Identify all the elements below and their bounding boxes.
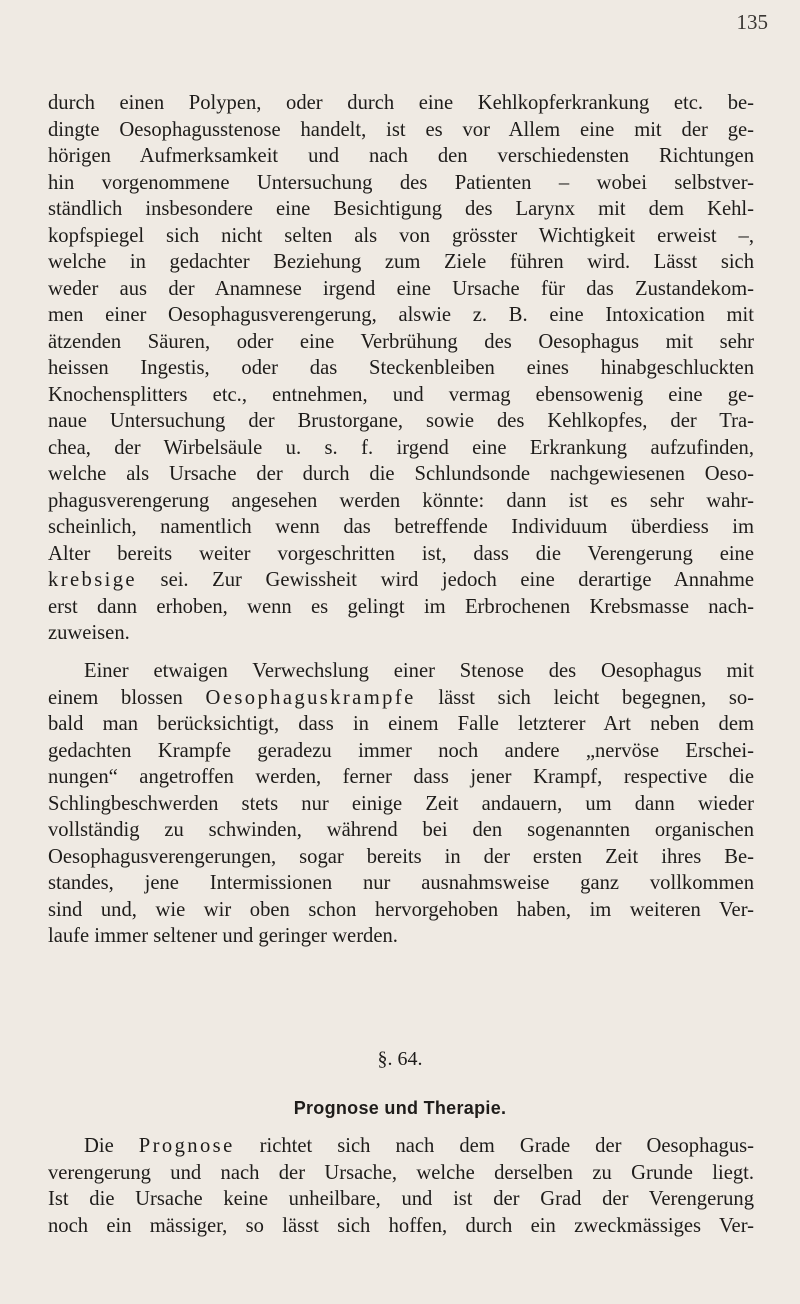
text-fragment: richtet sich nach dem Grade der Oesophagus- [234,1135,754,1157]
text-line: vollständig zu schwinden, während bei den sogenannten organischen [48,819,754,841]
paragraph-prognosis [48,1133,754,1239]
paragraph-differential [48,658,754,950]
text-line: naue Untersuchung der Brustorgane, sowie des Kehlkopfes, der Tra- [48,410,754,432]
text-fragment: sei. Zur Gewissheit wird jedoch eine derartige Annahme [136,569,754,591]
text-line: dingte Oesophagusstenose handelt, ist es vor Allem eine mit der ge- [48,118,754,141]
paragraph-diagnosis [48,90,754,647]
text-line: laufe immer seltener und geringer werden. [48,925,398,947]
section-title: Prognose und Therapie. [293,1098,507,1118]
text-line: Ist die Ursache keine unheilbare, und ist der Grad der Verengerung [48,1188,754,1210]
text-line: nungen“ angetroffen werden, ferner dass jener Krampf, respective die [48,766,754,788]
text-line: gedachten Krampfe geradezu immer noch andere „nervöse Erschei- [48,739,754,762]
text-line: noch ein mässiger, so lässt sich hoffen, durch ein zweckmässiges Ver- [48,1214,754,1237]
text-line: bald man berücksichtigt, dass in einem Falle letzterer Art neben dem [48,713,754,735]
text-line: kopfspiegel sich nicht selten als von grösster Wichtigkeit erweist –, [48,224,754,247]
text-fragment: Die [84,1135,139,1157]
text-line: zuweisen. [48,622,130,644]
text-line: scheinlich, namentlich wenn das betreffende Individuum überdiess im [48,516,754,538]
text-line: verengerung und nach der Ursache, welche derselben zu Grunde liegt. [48,1161,754,1184]
text-fragment: lässt sich leicht begegnen, so- [415,686,754,709]
text-line: Knochensplitters etc., entnehmen, und vermag ebensowenig eine ge- [48,383,754,406]
emphasized-word: Oesophaguskrampfe [205,686,416,709]
text-line: erst dann erhoben, wenn es gelingt im Erbrochenen Krebsmasse nach- [48,595,754,618]
text-line: heissen Ingestis, oder das Steckenbleiben eines hinabgeschluckten [48,357,754,379]
section-number: §. 64. [377,1048,423,1070]
emphasized-word: Prognose [138,1135,235,1157]
text-line: sind und, wie wir oben schon hervorgehoben haben, im weiteren Ver- [48,898,754,921]
text-line: hörigen Aufmerksamkeit und nach den verschiedensten Richtungen [48,145,754,167]
text-line: standes, jene Intermissionen nur ausnahmsweise ganz vollkommen [48,872,754,894]
emphasized-word: krebsige [48,569,137,591]
text-line: welche in gedachter Beziehung zum Ziele führen wird. Lässt sich [48,251,754,273]
text-line [48,1133,754,1160]
text-line [48,567,754,594]
text-line: hin vorgenommene Untersuchung des Patienten – wobei selbstver- [48,171,754,194]
text-line: men einer Oesophagusverengerung, alswie z. B. eine Intoxication mit [48,304,754,326]
text-line: durch einen Polypen, oder durch eine Kehlkopferkrankung etc. be- [48,92,754,114]
text-line: welche als Ursache der durch die Schlundsonde nachgewiesenen Oeso- [48,463,754,485]
text-line: chea, der Wirbelsäule u. s. f. irgend eine Erkrankung aufzufinden, [48,436,754,459]
page-number: 135 [736,10,768,34]
text-line: Schlingbeschwerden stets nur einige Zeit andauern, um dann wieder [48,792,754,815]
text-line: Oesophagusverengerungen, sogar bereits in der ersten Zeit ihres Be- [48,845,754,868]
text-line: ständlich insbesondere eine Besichtigung des Larynx mit dem Kehl- [48,198,754,220]
text-line: Alter bereits weiter vorgeschritten ist, dass die Verengerung eine [48,542,754,565]
text-fragment: einem blossen [48,686,206,709]
text-line [48,685,754,712]
text-line: phagusverengerung angesehen werden könnte: dann ist es sehr wahr- [48,489,754,512]
text-line: weder aus der Anamnese irgend eine Ursache für das Zustandekom- [48,277,754,300]
text-line: ätzenden Säuren, oder eine Verbrühung des Oesophagus mit sehr [48,330,754,353]
text-line: Einer etwaigen Verwechslung einer Stenose des Oesophagus mit [84,660,754,682]
